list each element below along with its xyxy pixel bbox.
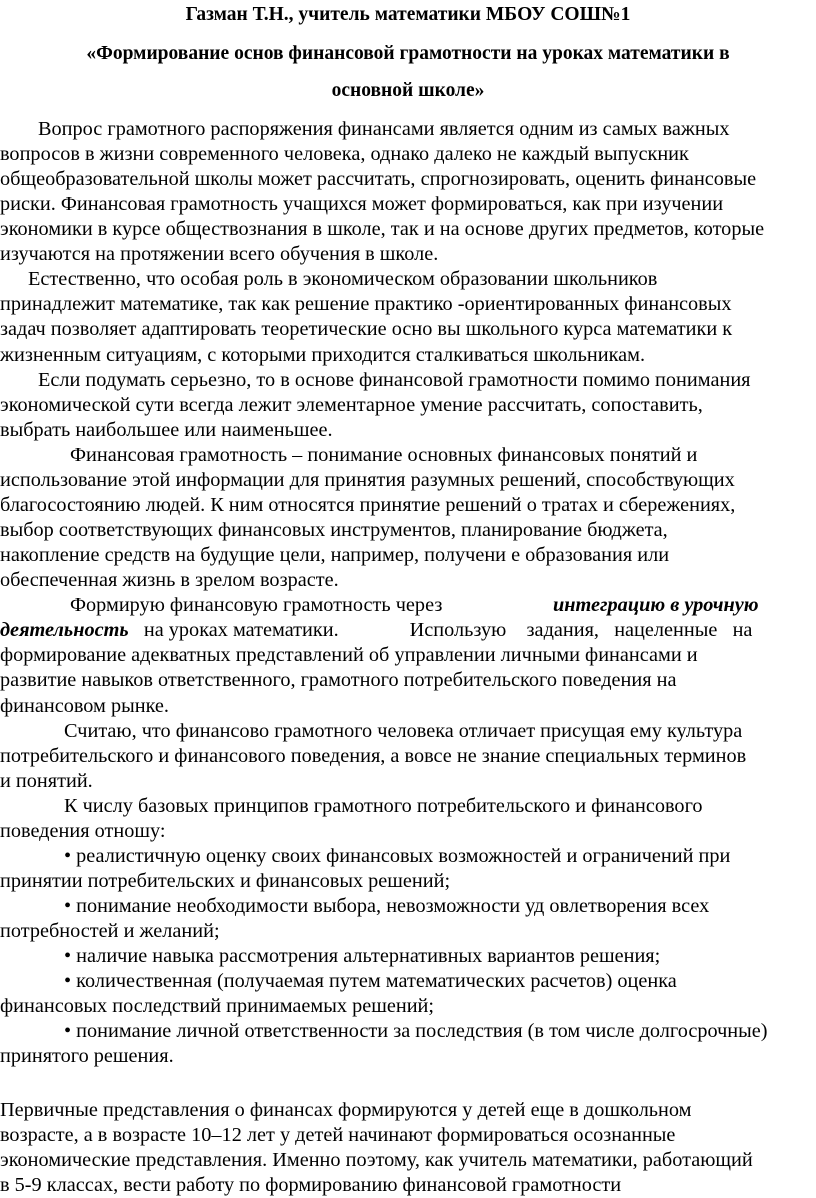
paragraph-line: использование этой информации для принятия разумных решений, способствующих: [0, 469, 735, 491]
paragraph-text: Формирую финансовую грамотность через: [70, 594, 443, 616]
paragraph-line: обеспеченная жизнь в зрелом возрасте.: [0, 569, 339, 591]
paragraph-line: Финансовая грамотность – понимание основных финансовых понятий и: [70, 444, 698, 466]
list-item: • реалистичную оценку своих финансовых возможностей и ограничений при: [64, 845, 731, 867]
paragraph-line: формирование адекватных представлений об управлении личными финансами и: [0, 644, 698, 666]
document-title-line-2: основной школе»: [331, 80, 485, 101]
paragraph-line: экономики в курсе обществознания в школе, так и на основе других предметов, которые: [0, 218, 765, 240]
paragraph-line: изучаются на протяжении всего обучения в школе.: [0, 243, 439, 265]
list-item-continuation: принятии потребительских и финансовых решений;: [0, 870, 451, 892]
paragraph-line: Если подумать серьезно, то в основе финансовой грамотности помимо понимания: [38, 369, 751, 391]
paragraph-line: развитие навыков ответственного, грамотного потребительского поведения на: [0, 669, 677, 691]
paragraph-line: задач позволяет адаптировать теоретические осно вы школьного курса математики к: [0, 318, 733, 340]
paragraph-line: возрасте, а в возрасте 10–12 лет у детей начинают формироваться осознанные: [0, 1124, 676, 1146]
paragraph-line: накопление средств на будущие цели, например, получени е образования или: [0, 544, 670, 566]
paragraph-line: экономические представления. Именно поэтому, как учитель математики, работающий: [0, 1149, 753, 1171]
list-item: • количественная (получаемая путем математических расчетов) оценка: [64, 970, 677, 992]
emphasized-text: деятельность: [0, 619, 129, 641]
paragraph-line: Первичные представления о финансах формируются у детей еще в дошкольном: [0, 1099, 692, 1121]
paragraph-line: благосостоянию людей. К ним относятся принятие решений о тратах и сбережениях,: [0, 494, 736, 516]
paragraph-line: в 5-9 классах, вести работу по формированию финансовой грамотности: [0, 1174, 622, 1196]
paragraph-line: потребительского и финансового поведения, а вовсе не знание специальных терминов: [0, 745, 747, 767]
paragraph-line: Считаю, что финансово грамотного человека отличает присущая ему культура: [64, 720, 743, 742]
list-item-continuation: принятого решения.: [0, 1045, 174, 1067]
paragraph-line: выбор соответствующих финансовых инструментов, планирование бюджета,: [0, 519, 668, 541]
document-title-line-1: «Формирование основ финансовой грамотности на уроках математики в: [86, 43, 730, 64]
paragraph-line: К числу базовых принципов грамотного потребительского и финансового: [64, 795, 703, 817]
paragraph-line: экономической сути всегда лежит элементарное умение рассчитать, сопоставить,: [0, 394, 703, 416]
list-item: • понимание личной ответственности за последствия (в том числе долгосрочные): [64, 1020, 768, 1042]
paragraph-line: общеобразовательной школы может рассчитать, спрогнозировать, оценить финансовые: [0, 168, 757, 190]
paragraph-line: принадлежит математике, так как решение практико -ориентированных финансовых: [0, 293, 732, 315]
author-line: Газман Т.Н., учитель математики МБОУ СОШ№1: [185, 4, 631, 25]
paragraph-line: Естественно, что особая роль в экономическом образовании школьников: [28, 268, 658, 290]
paragraph-line: поведения отношу:: [0, 820, 166, 842]
paragraph-line: вопросов в жизни современного человека, однако далеко не каждый выпускник: [0, 143, 689, 165]
paragraph-line: [0, 617, 816, 643]
paragraph-line: финансовом рынке.: [0, 695, 169, 717]
emphasized-text: интеграцию в урочную: [553, 594, 759, 616]
paragraph-line: выбрать наибольшее или наименьшее.: [0, 419, 333, 441]
paragraph-text: на уроках математики. Использую задания, нацеленные на: [128, 619, 753, 641]
paragraph-line: и понятий.: [0, 770, 93, 792]
list-item: • понимание необходимости выбора, невозможности уд овлетворения всех: [64, 895, 710, 917]
list-item-continuation: финансовых последствий принимаемых решений;: [0, 995, 435, 1017]
paragraph-line: риски. Финансовая грамотность учащихся может формироваться, как при изучении: [0, 193, 724, 215]
paragraph-line: жизненным ситуациям, с которыми приходится сталкиваться школьникам.: [0, 344, 646, 366]
paragraph-line: Вопрос грамотного распоряжения финансами является одним из самых важных: [38, 118, 730, 140]
list-item-continuation: потребностей и желаний;: [0, 920, 220, 942]
list-item: • наличие навыка рассмотрения альтернативных вариантов решения;: [64, 945, 661, 967]
paragraph-line: [0, 592, 816, 618]
